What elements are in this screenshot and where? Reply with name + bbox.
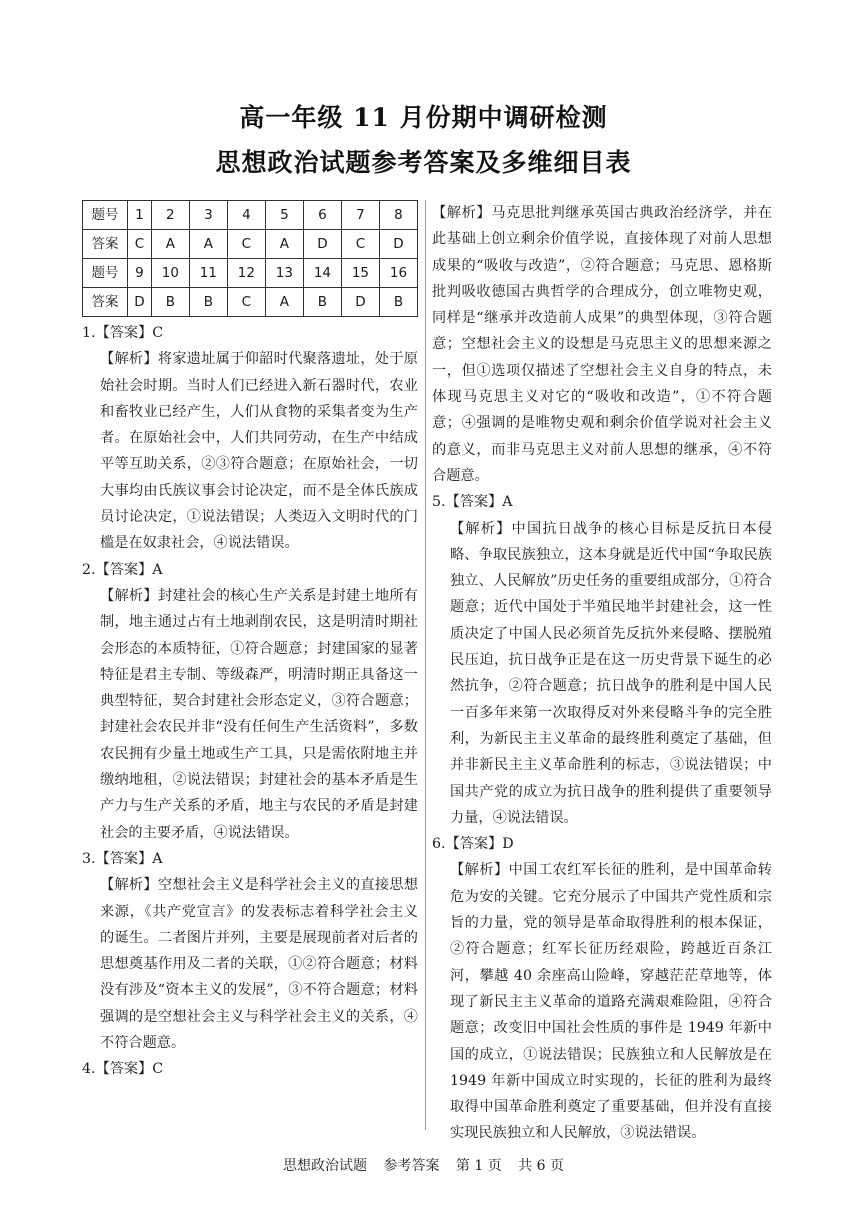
table-row-label: 答案 [83,230,128,259]
question-6 [432,831,772,1147]
question-2 [82,557,418,846]
table-row-label: 答案 [83,288,128,317]
question-analysis: 【解析】中国工农红军长征的胜利，是中国革命转危为安的关键。它充分展示了中国共产党性质和宗旨的力量，党的领导是革命取得胜利的根本保证，②符合题意；红军长征历经艰险，跨越近百条江河，攀越 40 余座高山险峰，穿越茫茫草地等，体现了新民主主义革命的道路充满艰难险阻，④符合题意；改变旧中国社会性质的事件是 1949 年新中国的成立，①说法错误；民族独立和人民解放是在 1949 年新中国成立时实现的，长征的胜利为最终取得中国革命胜利奠定了重要基础，但并没有直接实现民族独立和人民解放，③说法错误。 [450,862,772,1142]
table-cell: B [189,288,227,317]
table-cell: 3 [189,201,227,230]
table-row-answers-2 [83,288,418,317]
footer-type: 参考答案 [383,1158,440,1174]
table-cell: A [189,230,227,259]
question-answer-heading: 1.【答案】C [82,325,164,341]
table-cell: A [265,230,303,259]
question-answer-heading: 4.【答案】C [82,1061,164,1078]
question-analysis: 【解析】中国抗日战争的核心目标是反抗日本侵略、争取民族独立，这本身就是近代中国“争取民族独立、人民解放”历史任务的重要组成部分，①符合题意；近代中国处于半殖民地半封建社会，这一性质决定了中国人民必须首先反抗外来侵略、摆脱殖民压迫，抗日战争正是在这一历史背景下诞生的必然抗争，②符合题意；抗日战争的胜利是中国人民一百多年来第一次取得反对外来侵略斗争的完全胜利，为新民主主义革命的最终胜利奠定了基础，但并非新民主主义革命胜利的标志，③说法错误；中国共产党的成立为抗日战争的胜利提供了重要领导力量，④说法错误。 [450,520,772,826]
table-cell: 1 [128,201,152,230]
table-cell: 8 [379,201,417,230]
question-analysis: 【解析】封建社会的核心生产关系是封建土地所有制，地主通过占有土地剥削农民，这是明清时期社会形态的本质特征，①符合题意；封建国家的显著特征是君主专制、等级森严，明清时期正具备这一典型特征，契合封建社会形态定义，③符合题意；封建社会农民并非“没有任何生产生活资料”，多数农民拥有少量土地或生产工具，只是需依附地主并缴纳地租，②说法错误；封建社会的基本矛盾是生产力与生产关系的矛盾，地主与农民的矛盾是封建社会的主要矛盾，④说法错误。 [100,587,418,841]
question-answer-heading: 6.【答案】D [432,836,514,853]
table-cell: C [341,230,379,259]
table-cell: 6 [303,201,341,230]
table-cell: D [303,230,341,259]
table-row-label: 题号 [83,201,128,230]
footer-total: 共 6 页 [518,1158,564,1174]
table-cell: C [227,230,265,259]
table-cell: 4 [227,201,265,230]
page-footer [0,1155,847,1175]
table-cell: A [265,288,303,317]
answer-table [82,200,418,317]
table-cell: D [128,288,152,317]
table-cell: 11 [189,259,227,288]
table-cell: 5 [265,201,303,230]
table-cell: 12 [227,259,265,288]
table-cell: 9 [128,259,152,288]
table-cell: B [379,288,417,317]
table-cell: 14 [303,259,341,288]
right-column [432,200,772,1147]
table-cell: A [151,230,189,259]
column-divider [425,200,426,1130]
table-cell: B [303,288,341,317]
table-row-label: 题号 [83,259,128,288]
table-row-numbers-2 [83,259,418,288]
table-cell: D [379,230,417,259]
question-4-start [82,1056,418,1082]
left-column [82,200,418,1083]
question-5 [432,489,772,831]
table-cell: 2 [151,201,189,230]
table-cell: 16 [379,259,417,288]
question-4 [432,200,772,489]
question-1 [82,320,418,557]
footer-page: 第 1 页 [455,1158,502,1174]
table-cell: 7 [341,201,379,230]
table-cell: D [341,288,379,317]
question-3 [82,846,418,1056]
question-answer-heading: 3.【答案】A [82,850,163,867]
question-analysis: 【解析】马克思批判继承英国古典政治经济学，并在此基础上创立剩余价值学说，直接体现了对前人思想成果的“吸收与改造”，②符合题意；马克思、恩格斯批判吸收德国古典哲学的合理成分，创立唯物史观，同样是“继承并改造前人成果”的典型体现，③符合题意；空想社会主义的设想是马克思主义的思想来源之一，但①选项仅描述了空想社会主义自身的特点，未体现马克思主义对它的“吸收和改造”，①不符合题意；④强调的是唯物史观和剩余价值学说对社会主义的意义，而非马克思主义对前人思想的继承，④不符合题意。 [432,205,772,484]
table-cell: B [151,288,189,317]
table-row-numbers-1 [83,201,418,230]
table-cell: 10 [151,259,189,288]
page-title-line2: 思想政治试题参考答案及多维细目表 [215,148,632,177]
question-answer-heading: 5.【答案】A [432,494,513,511]
table-cell: 13 [265,259,303,288]
table-cell: C [128,230,152,259]
question-analysis: 【解析】将家遗址属于仰韶时代聚落遗址，处于原始社会时期。当时人们已经进入新石器时代，农业和畜牧业已经产生，人们从食物的采集者变为生产者。在原始社会中，人们共同劳动，在生产中结成平等互助关系，②③符合题意；在原始社会，一切大事均由氏族议事会讨论决定，而不是全体氏族成员讨论决定，①说法错误；人类迈入文明时代的门槛是在奴隶社会，④说法错误。 [100,351,418,552]
table-cell: C [227,288,265,317]
table-cell: 15 [341,259,379,288]
question-analysis: 【解析】空想社会主义是科学社会主义的直接思想来源，《共产党宣言》的发表标志着科学社会主义的诞生。二者图片并列，主要是展现前者对后者的思想奠基作用及二者的关联，①②符合题意；材料没有涉及“资本主义的发展”，③不符合题意；材料强调的是空想社会主义与科学社会主义的关系，④不符合题意。 [100,877,418,1052]
question-answer-heading: 2.【答案】A [82,561,163,578]
table-row-answers-1 [83,230,418,259]
page-title-line1: 高一年级 11 月份期中调研检测 [239,103,608,132]
footer-subject: 思想政治试题 [283,1158,367,1174]
